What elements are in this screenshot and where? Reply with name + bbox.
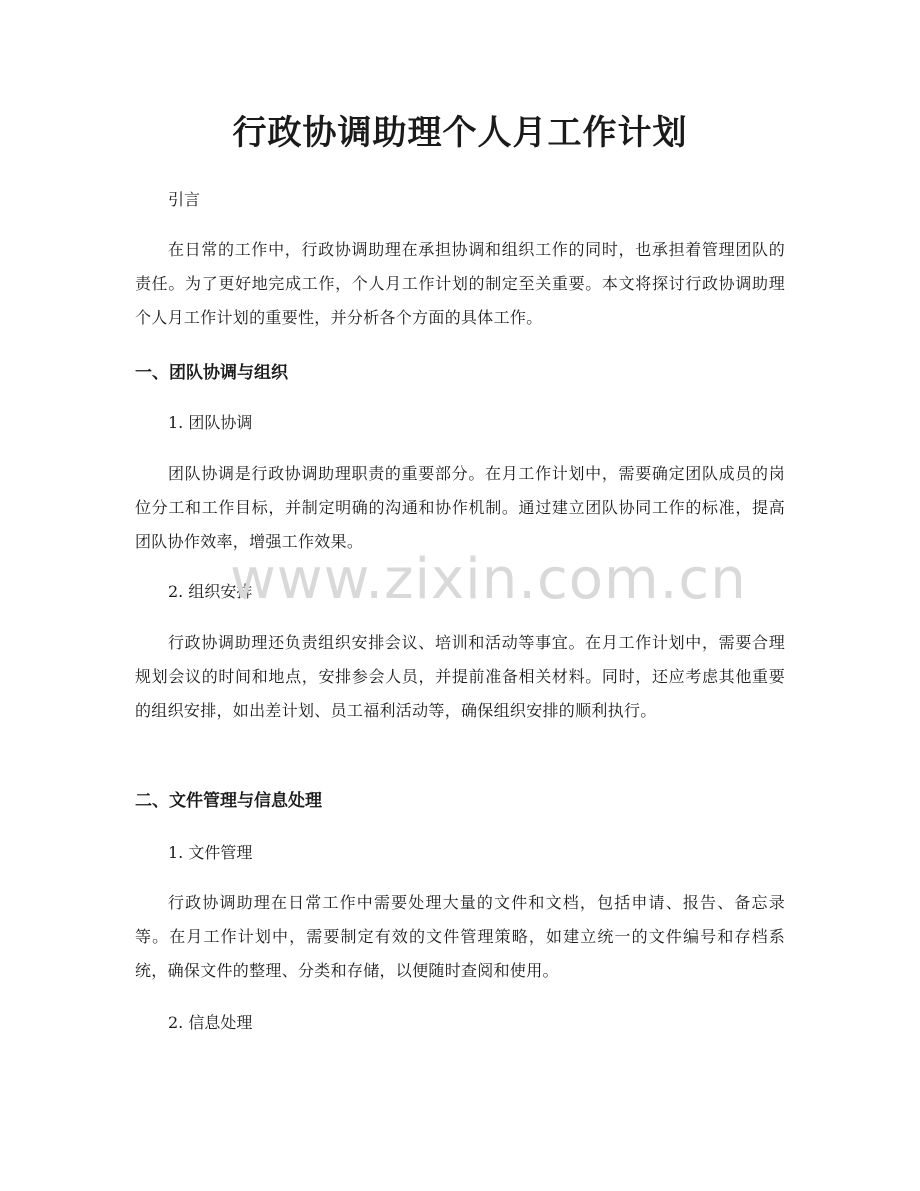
section1-heading: 一、团队协调与组织 — [135, 363, 288, 383]
section1-sub2-paragraph: 行政协调助理还负责组织安排会议、培训和活动等事宜。在月工作计划中，需要合理规划会议的时间和地点，安排参会人员，并提前准备相关材料。同时，还应考虑其他重要的组织安排，如出差计划、员工福利活动等，确保组织安排的顺利执行。 — [135, 633, 785, 720]
intro-label: 引言 — [168, 190, 201, 209]
section2-sub1-paragraph: 行政协调助理在日常工作中需要处理大量的文件和文档，包括申请、报告、备忘录等。在月工作计划中，需要制定有效的文件管理策略，如建立统一的文件编号和存档系统，确保文件的整理、分类和存储，以便随时查阅和使用。 — [135, 893, 785, 980]
intro-paragraph: 在日常的工作中，行政协调助理在承担协调和组织工作的同时，也承担着管理团队的责任。为了更好地完成工作，个人月工作计划的制定至关重要。本文将探讨行政协调助理个人月工作计划的重要性，并分析各个方面的具体工作。 — [135, 240, 785, 327]
section2-sub1-label: 1. 文件管理 — [168, 843, 253, 862]
section2-sub2-label: 2. 信息处理 — [168, 1013, 253, 1032]
section1-sub1-paragraph: 团队协调是行政协调助理职责的重要部分。在月工作计划中，需要确定团队成员的岗位分工和工作目标，并制定明确的沟通和协作机制。通过建立团队协同工作的标准，提高团队协作效率，增强工作效果。 — [135, 464, 785, 551]
watermark: www.zixin.com.cn — [230, 547, 747, 612]
section2-heading: 二、文件管理与信息处理 — [135, 791, 322, 811]
document-title: 行政协调助理个人月工作计划 — [232, 113, 688, 153]
section1-sub2-label: 2. 组织安排 — [168, 582, 253, 601]
section1-sub1-label: 1. 团队协调 — [168, 413, 253, 432]
